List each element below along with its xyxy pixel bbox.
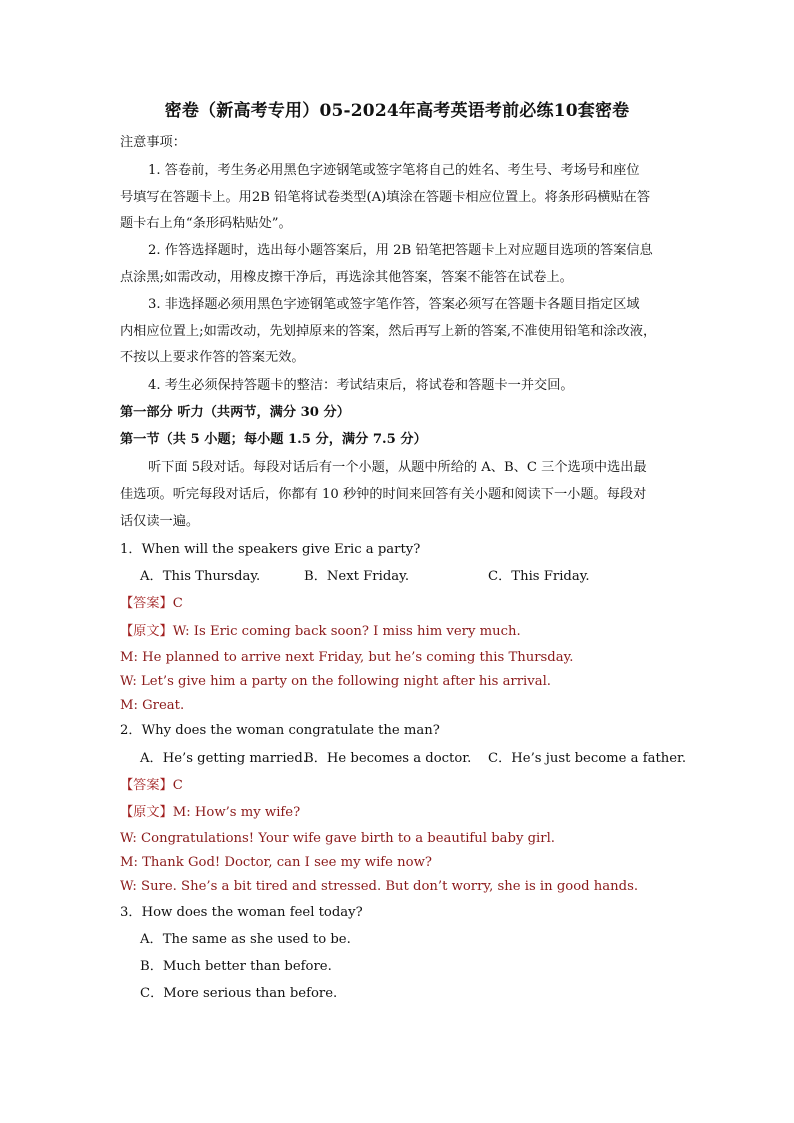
script-text: W: Is Eric coming back soon? I miss him very much. [172, 624, 521, 639]
answer-line [120, 776, 183, 796]
option-b: B．He becomes a doctor. [304, 751, 472, 766]
script-line [120, 622, 521, 642]
option-b: B．Next Friday. [304, 569, 410, 584]
question-3: 3．How does the woman feel today? [120, 905, 363, 920]
notice-line: 点涂黑;如需改动，用橡皮擦干净后，再选涂其他答案，答案不能答在试卷上。 [120, 270, 573, 285]
option-c: C．This Friday. [488, 569, 590, 584]
script-line: W: Let’s give him a party on the following night after his arrival. [120, 674, 551, 689]
answer-tag: 【答案】 [120, 596, 173, 611]
script-line: M: Thank God! Doctor, can I see my wife now? [120, 855, 432, 870]
option-a: A．This Thursday. [140, 569, 261, 584]
answer-value: C [172, 596, 183, 611]
instruction-line: 佳选项。听完每段对话后，你都有 10 秒钟的时间来回答有关小题和阅读下一小题。每段对 [120, 487, 647, 502]
notice-line: 号填写在答题卡上。用2B 铅笔将试卷类型(A)填涂在答题卡相应位置上。将条形码横贴在答 [120, 190, 651, 205]
script-line [120, 803, 300, 823]
script-line: M: Great. [120, 698, 185, 713]
script-line: W: Sure. She’s a bit tired and stressed. But don’t worry, she is in good hands. [120, 879, 639, 894]
answer-line [120, 594, 183, 614]
page-title: 密卷（新高考专用）05-2024年高考英语考前必练10套密卷 [164, 101, 630, 121]
notice-line: 内相应位置上;如需改动，先划掉原来的答案，然后再写上新的答案,不准使用铅笔和涂改液， [120, 324, 657, 339]
part-heading: 第一部分 听力（共两节，满分 30 分） [120, 405, 350, 420]
answer-tag: 【答案】 [120, 778, 173, 793]
notice-line: 3. 非选择题必须用黑色字迹钢笔或签字笔作答，答案必须写在答题卡各题目指定区域 [148, 297, 640, 312]
notice-heading: 注意事项： [120, 135, 186, 150]
script-tag: 【原文】 [120, 805, 173, 820]
notice-line: 不按以上要求作答的答案无效。 [120, 350, 305, 365]
option-c: C．He’s just become a father. [488, 751, 687, 766]
section-heading: 第一节（共 5 小题；每小题 1.5 分，满分 7.5 分） [120, 432, 427, 447]
script-line: M: He planned to arrive next Friday, but he’s coming this Thursday. [120, 650, 574, 665]
script-line: W: Congratulations! Your wife gave birth to a beautiful baby girl. [120, 831, 555, 846]
answer-value: C [172, 778, 183, 793]
notice-line: 4. 考生必须保持答题卡的整洁：考试结束后，将试卷和答题卡一并交回。 [148, 378, 574, 393]
question-1: 1．When will the speakers give Eric a party? [120, 542, 421, 557]
instruction-line: 话仅读一遍。 [120, 514, 200, 529]
option-c: C．More serious than before. [140, 986, 338, 1001]
script-tag: 【原文】 [120, 624, 173, 639]
question-2: 2．Why does the woman congratulate the man? [120, 723, 440, 738]
script-text: M: How’s my wife? [172, 805, 301, 820]
option-b: B．Much better than before. [140, 959, 332, 974]
option-a: A．The same as she used to be. [140, 932, 351, 947]
notice-line: 题卡右上角“条形码粘贴处”。 [120, 216, 292, 231]
notice-line: 2. 作答选择题时，选出每小题答案后，用 2B 铅笔把答题卡上对应题目选项的答案信息 [148, 243, 653, 258]
option-a: A．He’s getting married. [140, 751, 307, 766]
instruction-line: 听下面 5段对话。每段对话后有一个小题，从题中所给的 A、B、C 三个选项中选出最 [148, 460, 647, 475]
notice-line: 1. 答卷前，考生务必用黑色字迹钢笔或签字笔将自己的姓名、考生号、考场号和座位 [148, 163, 640, 178]
